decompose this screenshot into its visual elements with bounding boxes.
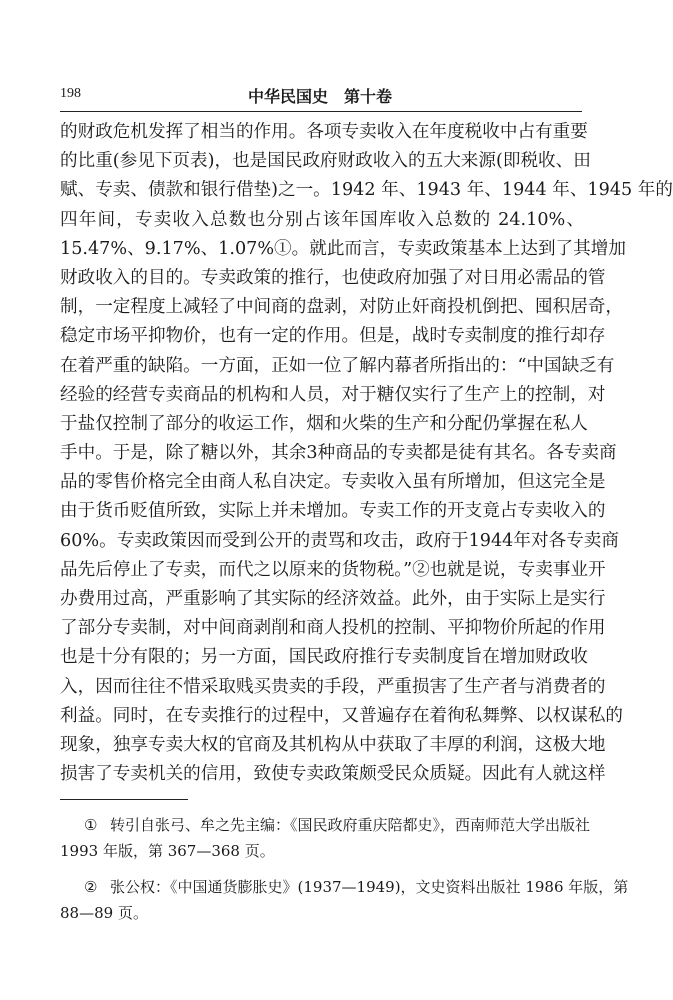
body-line: 制，一定程度上减轻了中间商的盘剥，对防止奸商投机倒把、囤积居奇， (60, 297, 624, 318)
body-line: 手中。于是，除了糖以外，其余3种商品的专卖都是徒有其名。各专卖商 (60, 443, 617, 464)
footnote-divider (60, 799, 188, 800)
header-divider (60, 111, 582, 112)
body-line: 经验的经营专卖商品的机构和人员，对于糖仅实行了生产上的控制，对 (60, 384, 606, 405)
body-line: 赋、专卖、债款和银行借垫)之一。1942 年、1943 年、1944 年、1945 年的 (60, 180, 673, 201)
body-line: 四年间，专卖收入总数也分别占该年国库收入总数的 24.10%、 (60, 209, 584, 230)
body-line: 15.47%、9.17%、1.07%①。就此而言，专卖政策基本上达到了其增加 (60, 238, 626, 259)
body-line: 于盐仅控制了部分的收运工作，烟和火柴的生产和分配仍掌握在私人 (60, 413, 588, 434)
body-line: 办费用过高，严重影响了其实际的经济效益。此外，由于实际上是实行 (60, 589, 606, 609)
page-number: 198 (60, 86, 81, 101)
body-line: 的比重(参见下页表)，也是国民政府财政收入的五大来源(即税收、田 (60, 151, 591, 172)
body-line: 的财政危机发挥了相当的作用。各项专卖收入在年度税收中占有重要 (60, 122, 588, 142)
body-line: 财政收入的目的。专卖政策的推行，也使政府加强了对日用必需品的管 (60, 267, 606, 288)
footnote-mark: ① (84, 816, 98, 834)
footnote-1 (60, 812, 591, 838)
body-line: 现象，独享专卖大权的官商及其机构从中获取了丰厚的利润，这极大地 (60, 734, 606, 755)
body-line: 品先后停止了专卖，而代之以原来的货物税。”②也就是说，专卖事业开 (60, 559, 606, 580)
footnote-1-continued: 1993 年版，第 367—368 页。 (60, 842, 275, 860)
body-line: 60%。专卖政策因而受到公开的责骂和攻击，政府于1944年对各专卖商 (60, 530, 619, 551)
body-line: 在着严重的缺陷。一方面，正如一位了解内幕者所指出的：“中国缺乏有 (60, 355, 615, 376)
page-header (60, 84, 580, 110)
footnote-text: 转引自张弓、牟之先主编：《国民政府重庆陪都史》，西南师范大学出版社 (110, 816, 591, 834)
body-line: 也是十分有限的；另一方面，国民政府推行专卖制度旨在增加财政收 (60, 647, 588, 668)
body-line: 了部分专卖制，对中间商剥削和商人投机的控制、平抑物价所起的作用 (60, 618, 606, 639)
footnote-text: 张公权：《中国通货膨胀史》(1937—1949)，文史资料出版社 1986 年版，第 (110, 878, 629, 896)
body-line: 入，因而往往不惜采取贱买贵卖的手段，严重损害了生产者与消费者的 (60, 676, 606, 697)
body-line: 由于货币贬值所致，实际上并未增加。专卖工作的开支竟占专卖收入的 (60, 501, 606, 522)
footnote-2 (60, 874, 629, 900)
footnotes (60, 812, 629, 926)
body-text (60, 118, 673, 789)
body-line: 稳定市场平抑物价，也有一定的作用。但是，战时专卖制度的推行却存 (60, 326, 606, 347)
footnote-2-continued: 88—89 页。 (60, 904, 148, 922)
body-line: 品的零售价格完全由商人私自决定。专卖收入虽有所增加，但这完全是 (60, 472, 606, 493)
body-line: 利益。同时，在专卖推行的过程中，又普遍存在着徇私舞弊、以权谋私的 (60, 705, 624, 726)
body-line: 损害了专卖机关的信用，致使专卖政策颇受民众质疑。因此有人就这样 (60, 764, 606, 785)
footnote-mark: ② (84, 878, 98, 896)
running-title: 中华民国史 第十卷 (247, 87, 392, 106)
